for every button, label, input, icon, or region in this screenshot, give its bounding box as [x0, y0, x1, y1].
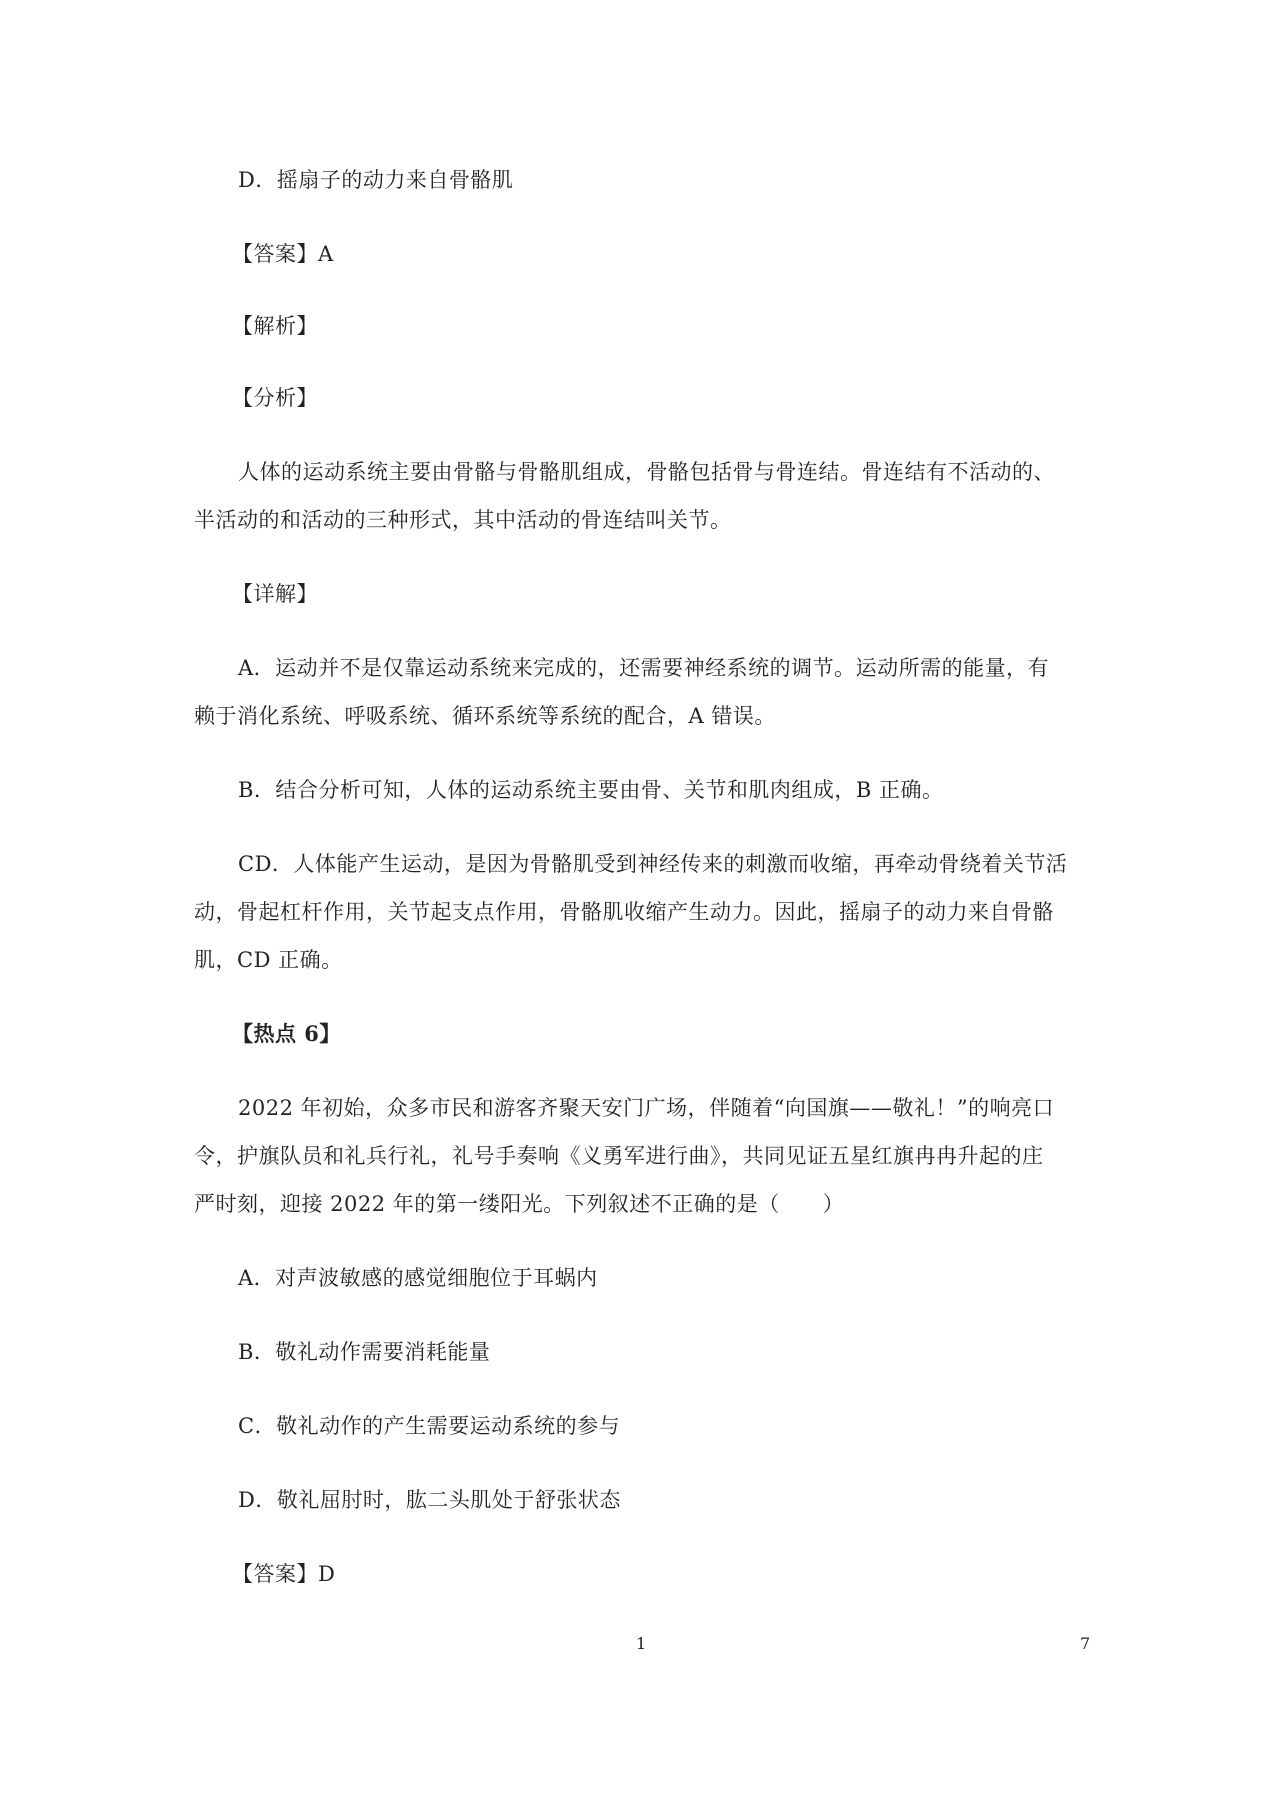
option-b: B．敬礼动作需要消耗能量 [238, 1340, 491, 1364]
question-line-1: 2022 年初始，众多市民和游客齐聚天安门广场，伴随着“向国旗——敬礼！”的响亮口 [238, 1096, 1055, 1120]
question-line-3: 严时刻，迎接 2022 年的第一缕阳光。下列叙述不正确的是（ ） [194, 1192, 845, 1216]
answer-label-1: 【答案】A [232, 242, 334, 266]
jiexi-heading-1: 【解析】 [232, 314, 318, 338]
option-a: A．对声波敏感的感觉细胞位于耳蜗内 [238, 1266, 598, 1290]
fenxi-heading: 【分析】 [232, 386, 318, 410]
analysis-line-2: 半活动的和活动的三种形式，其中活动的骨连结叫关节。 [194, 508, 732, 532]
xiangjie-heading: 【详解】 [232, 582, 318, 606]
detail-cd-line-2: 动，骨起杠杆作用，关节起支点作用，骨骼肌收缩产生动力。因此，摇扇子的动力来自骨骼 [194, 900, 1054, 924]
detail-b: B．结合分析可知，人体的运动系统主要由骨、关节和肌肉组成，B 正确。 [238, 778, 944, 802]
total-pages: 7 [1080, 1634, 1091, 1653]
page-number: 1 [636, 1634, 647, 1653]
hotspot-title: 【热点 6】 [232, 1021, 341, 1046]
previous-option-d: D．摇扇子的动力来自骨骼肌 [238, 168, 514, 192]
question-line-2: 令，护旗队员和礼兵行礼，礼号手奏响《义勇军进行曲》，共同见证五星红旗冉冉升起的庄 [194, 1144, 1044, 1168]
detail-cd-line-3: 肌，CD 正确。 [194, 948, 343, 972]
option-d: D．敬礼屈肘时，肱二头肌处于舒张状态 [238, 1488, 621, 1512]
analysis-line-1: 人体的运动系统主要由骨骼与骨骼肌组成，骨骼包括骨与骨连结。骨连结有不活动的、 [238, 460, 1055, 484]
option-c: C．敬礼动作的产生需要运动系统的参与 [238, 1414, 621, 1438]
answer-label-2: 【答案】D [232, 1562, 336, 1586]
detail-cd-line-1: CD．人体能产生运动，是因为骨骼肌受到神经传来的刺激而收缩，再牵动骨绕着关节活 [238, 852, 1068, 876]
detail-a-line-2: 赖于消化系统、呼吸系统、循环系统等系统的配合，A 错误。 [194, 704, 776, 728]
detail-a-line-1: A．运动并不是仅靠运动系统来完成的，还需要神经系统的调节。运动所需的能量，有 [238, 656, 1050, 680]
